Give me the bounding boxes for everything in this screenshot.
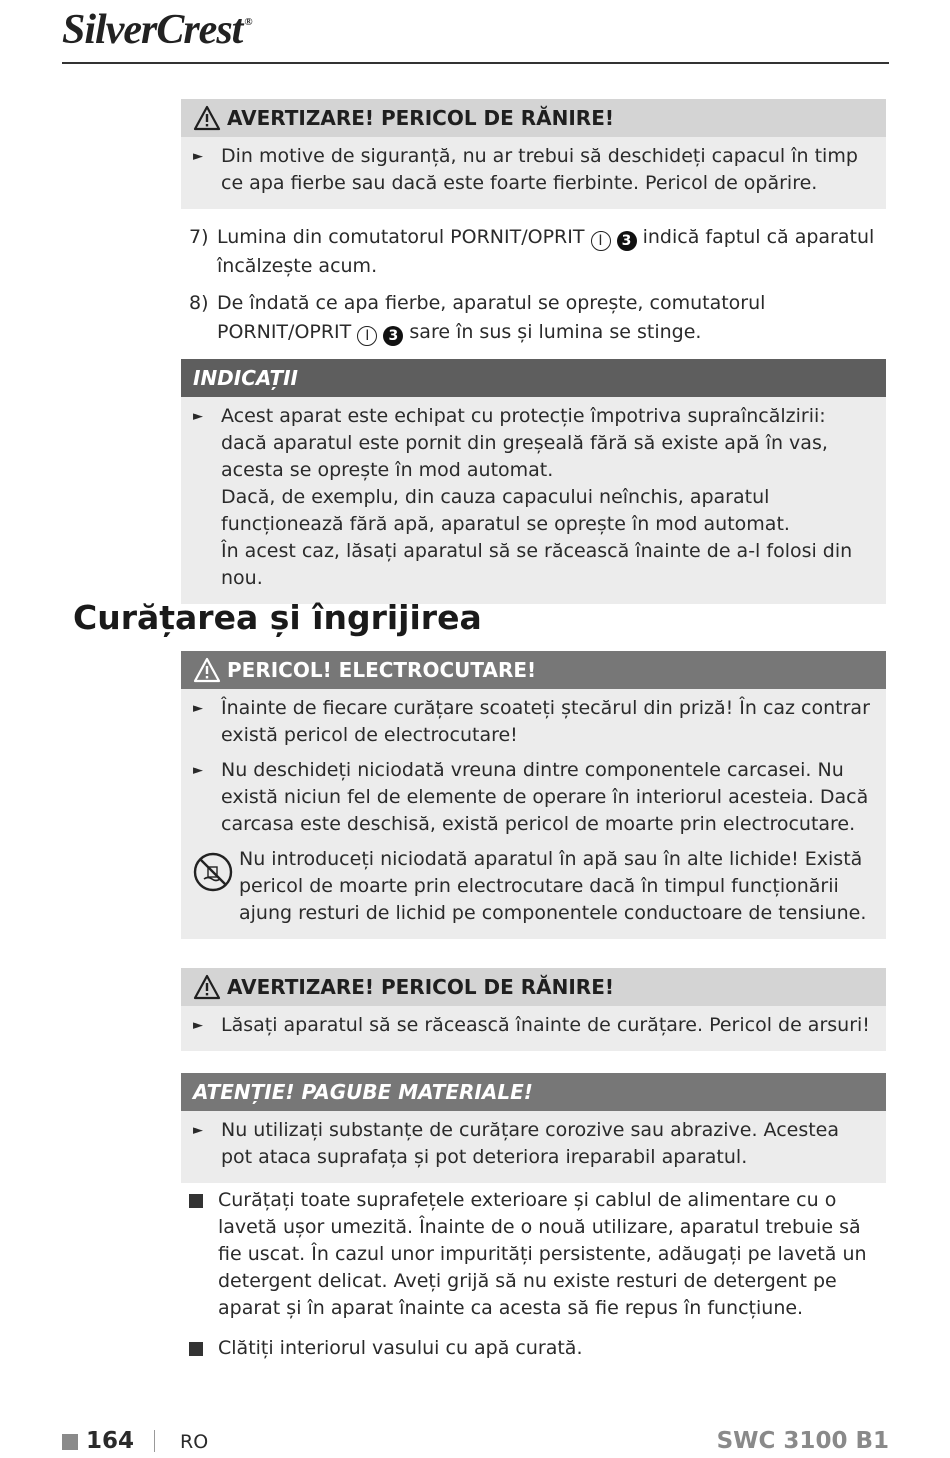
footer-divider	[154, 1430, 155, 1452]
list-item: ► Acest aparat este echipat cu protecție împotriva supraîncălzirii: dacă aparatul este pornit din greșeală fără să existe apă în vas, acesta se oprește în mod automat. Dacă, de exemplu, din cauza capacului neînchis, aparatul funcționează fără apă, aparatul se oprește în mod automat. În acest caz, lăsați aparatul să se răcească înainte de a-l folosi din nou.	[193, 403, 874, 592]
step-8: 8) De îndată ce apa fierbe, aparatul se oprește, comutatorul PORNIT/OPRIT I 3 sare în sus și lumina se stinge.	[189, 292, 766, 344]
note-box	[181, 359, 886, 604]
warning-triangle-icon	[193, 105, 221, 131]
danger-header	[181, 651, 886, 689]
attention-box	[181, 1073, 886, 1183]
part-ref-badge: 3	[383, 326, 403, 346]
cleaning-bullet: Curățați toate suprafețele exterioare și cablul de alimentare cu o lavetă ușor umezită. Înainte de o nouă utilizare, aparatul trebuie să fie uscat. În cazul unor impurități persistente, adăugați pe lavetă un detergent delicat. Aveți grijă să nu existe resturi de detergent pe aparat și în aparat înainte ca acesta să fie repus în funcțiune.	[189, 1187, 889, 1322]
warning-body	[181, 1006, 886, 1051]
warning-title: AVERTIZARE! PERICOL DE RĂNIRE!	[227, 975, 614, 999]
arrow-bullet-icon: ►	[193, 149, 203, 164]
power-switch-icon: I	[357, 326, 377, 346]
warning-box-burn-2	[181, 968, 886, 1051]
list-item: ► Din motive de siguranță, nu ar trebui să deschideți capacul în timp ce apa fierbe sau dacă este foarte fierbinte. Pericol de opărire.	[193, 143, 874, 197]
page-footer	[62, 1428, 889, 1458]
arrow-bullet-icon: ►	[193, 1018, 203, 1033]
arrow-bullet-icon: ►	[193, 763, 203, 778]
brand-logo: SilverCrest ®	[62, 7, 252, 53]
list-item: ► Lăsați aparatul să se răcească înainte de curățare. Pericol de arsuri!	[193, 1012, 874, 1039]
warning-title: AVERTIZARE! PERICOL DE RĂNIRE!	[227, 106, 614, 130]
attention-title: ATENȚIE! PAGUBE MATERIALE!	[193, 1080, 533, 1104]
cleaning-bullet: Clătiți interiorul vasului cu apă curată.	[189, 1335, 889, 1362]
warning-triangle-icon	[193, 657, 221, 683]
note-body	[181, 397, 886, 604]
note-title: INDICAȚII	[193, 366, 298, 390]
square-bullet-icon	[189, 1194, 203, 1208]
arrow-bullet-icon: ►	[193, 409, 203, 424]
warning-box-burn	[181, 99, 886, 209]
header-rule	[62, 62, 889, 64]
warning-body	[181, 137, 886, 209]
danger-title: PERICOL! ELECTROCUTARE!	[227, 658, 537, 682]
part-ref-badge: 3	[617, 231, 637, 251]
attention-body	[181, 1111, 886, 1183]
warning-header	[181, 968, 886, 1006]
danger-box-electrocution	[181, 651, 886, 939]
section-title: Curățarea și îngrijirea	[73, 598, 482, 637]
no-water-warning: Nu introduceți niciodată aparatul în apă sau în alte lichide! Există pericol de moarte prin electrocutare dacă în timpul funcționării ajung resturi de lichid pe componentele conductoare de tensiune.	[193, 846, 874, 927]
list-item: ► Nu utilizați substanțe de curățare corozive sau abrazive. Acestea pot ataca suprafața și pot deteriora ireparabil aparatul.	[193, 1117, 874, 1171]
page-number: 164	[86, 1428, 135, 1454]
note-header	[181, 359, 886, 397]
power-switch-icon: I	[591, 231, 611, 251]
step-7: 7) Lumina din comutatorul PORNIT/OPRIT I 3 indică faptul că aparatul încălzește acum.	[189, 226, 875, 277]
list-item: ► Nu deschideți niciodată vreuna dintre componentele carcasei. Nu există niciun fel de elemente de operare în interiorul acesteia. Dacă carcasa este deschisă, există pericol de moarte prin electrocutare.	[193, 757, 874, 838]
language-code: RO	[180, 1431, 209, 1453]
footer-square-icon	[62, 1434, 78, 1450]
list-item: ► Înainte de fiecare curățare scoateți ștecărul din priză! În caz contrar există pericol de electrocutare!	[193, 695, 874, 749]
danger-body	[181, 689, 886, 939]
warning-triangle-icon	[193, 974, 221, 1000]
arrow-bullet-icon: ►	[193, 1123, 203, 1138]
model-number: SWC 3100 B1	[716, 1428, 889, 1454]
warning-header	[181, 99, 886, 137]
attention-header	[181, 1073, 886, 1111]
square-bullet-icon	[189, 1342, 203, 1356]
arrow-bullet-icon: ►	[193, 701, 203, 716]
no-water-immersion-icon	[193, 852, 233, 892]
